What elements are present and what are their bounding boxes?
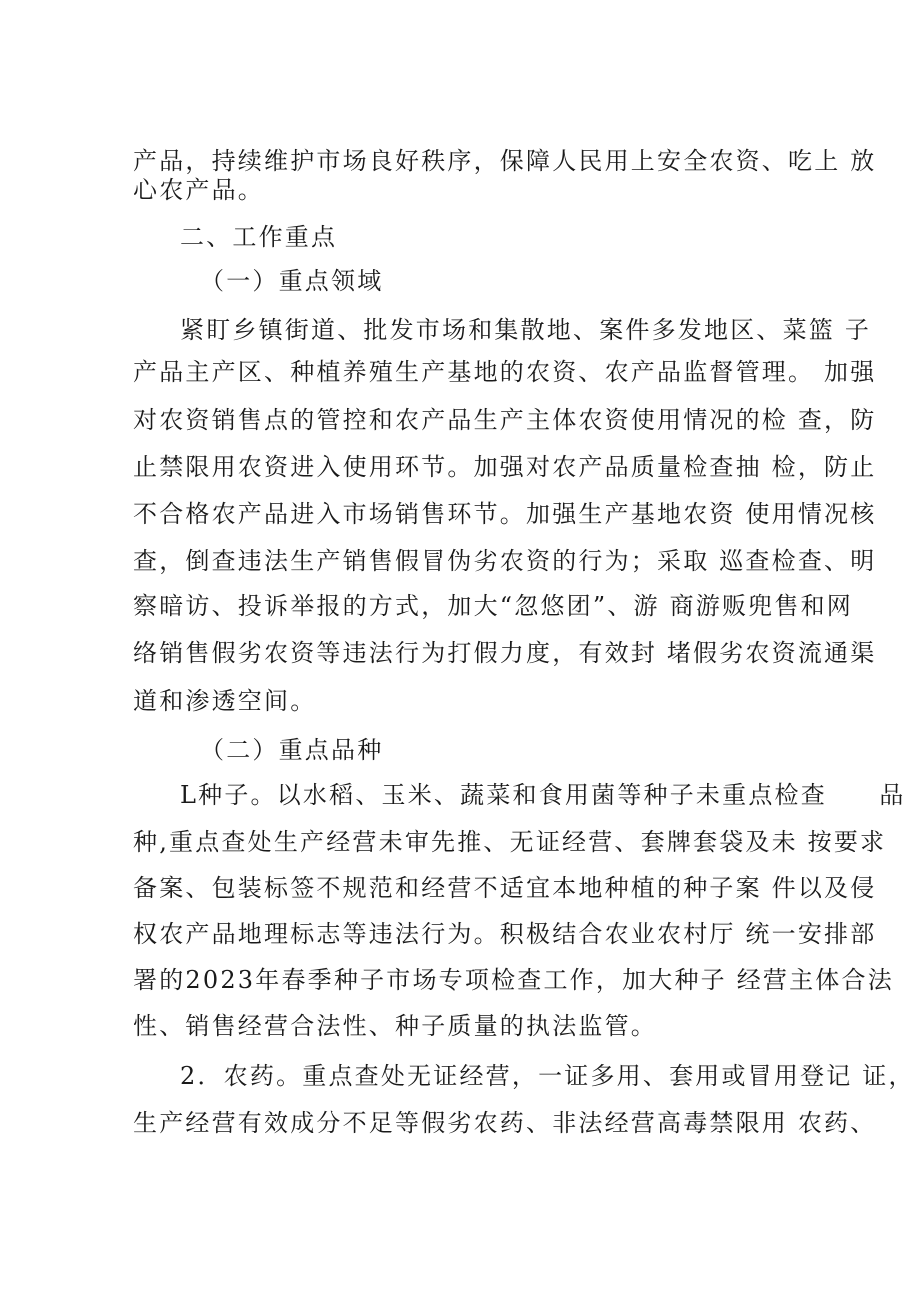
subsection-heading: （一）重点领域 bbox=[200, 267, 384, 295]
paragraph-line: 2．农药。重点查处无证经营，一证多用、套用或冒用登记 证， bbox=[180, 1062, 915, 1090]
section-heading: 二、工作重点 bbox=[180, 223, 338, 251]
paragraph-line: 查，倒查违法生产销售假冒伪劣农资的行为；采取 巡查检查、明 bbox=[133, 547, 877, 575]
paragraph-line: 种,重点查处生产经营未审先推、无证经营、套牌套袋及未 按要求 bbox=[133, 828, 887, 856]
paragraph-line: 生产经营有效成分不足等假劣农药、非法经营高毒禁限用 农药、 bbox=[133, 1109, 877, 1137]
paragraph-line: 止禁限用农资进入使用环节。加强对农产品质量检查抽 检，防止 bbox=[133, 453, 877, 481]
paragraph-line: 对农资销售点的管控和农产品生产主体农资使用情况的检 查，防 bbox=[133, 406, 877, 434]
paragraph-line: 心农产品。 bbox=[133, 176, 264, 204]
paragraph-line: 权农产品地理标志等违法行为。积极结合农业农村厅 统一安排部 bbox=[133, 920, 877, 948]
paragraph-line: 备案、包装标签不规范和经营不适宜本地种植的种子案 件以及侵 bbox=[133, 874, 877, 902]
subsection-heading: （二）重点品种 bbox=[200, 736, 384, 764]
paragraph-line: 署的2023年春季种子市场专项检查工作，加大种子 经营主体合法 bbox=[133, 966, 894, 994]
paragraph-line: 产品，持续维护市场良好秩序，保障人民用上安全农资、吃上 放 bbox=[133, 147, 877, 175]
paragraph-line: 不合格农产品进入市场销售环节。加强生产基地农资 使用情况核 bbox=[133, 500, 877, 528]
paragraph-line: 紧盯乡镇街道、批发市场和集散地、案件多发地区、菜篮 子 bbox=[180, 316, 872, 344]
paragraph-line: 道和渗透空间。 bbox=[133, 687, 317, 715]
paragraph-line: 性、销售经营合法性、种子质量的执法监管。 bbox=[133, 1012, 657, 1040]
paragraph-line: 产品主产区、种植养殖生产基地的农资、农产品监督管理。 加强 bbox=[133, 358, 877, 386]
paragraph-line: 络销售假劣农资等违法行为打假力度，有效封 堵假劣农资流通渠 bbox=[133, 639, 877, 667]
paragraph-line: 察暗访、投诉举报的方式，加大“忽悠团”、游 商游贩兜售和网 bbox=[133, 592, 853, 620]
paragraph-line: L种子。以水稻、玉米、蔬菜和食用菌等种子未重点检查 品 bbox=[180, 781, 906, 809]
